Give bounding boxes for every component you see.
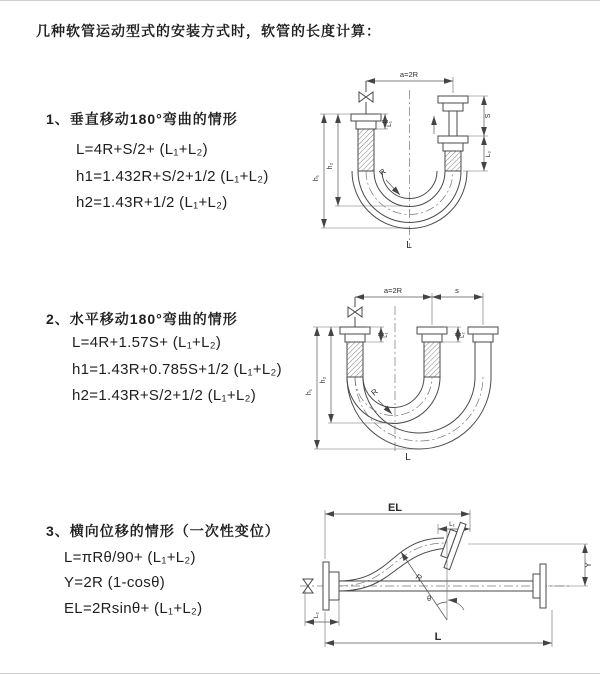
label-h2: h₂ bbox=[320, 376, 327, 384]
formula-line: EL=2Rsinθ+ (L₁+L₂) bbox=[64, 600, 203, 617]
right-flange bbox=[533, 564, 546, 608]
label-h2: h₂ bbox=[327, 162, 334, 170]
label-theta: θ bbox=[427, 594, 432, 603]
page-title: 几种软管运动型式的安装方式时，软管的长度计算： bbox=[36, 23, 381, 39]
formula-line: h1=1.43R+0.785S+1/2 (L₁+L₂) bbox=[72, 361, 282, 378]
label-h1: h₁ bbox=[306, 388, 313, 396]
formula-line: Y=2R (1-cosθ) bbox=[64, 574, 166, 591]
formula-line: h2=1.43R+1/2 (L₁+L₂) bbox=[76, 194, 228, 211]
formula-line: h1=1.432R+S/2+1/2 (L₁+L₂) bbox=[76, 168, 269, 185]
dim-y bbox=[468, 544, 593, 586]
radius-callout bbox=[378, 167, 400, 195]
label-el: EL bbox=[387, 502, 403, 514]
formula-line: L=4R+1.57S+ (L₁+L₂) bbox=[72, 334, 222, 351]
formula-line: L=4R+S/2+ (L₁+L₂) bbox=[76, 141, 208, 158]
label-l-total: L bbox=[434, 631, 442, 643]
page-bottom-rule bbox=[0, 673, 600, 674]
section-3-heading: 3、横向位移的情形（一次性变位） bbox=[46, 523, 280, 539]
diagram-horizontal-180-bend bbox=[303, 280, 598, 465]
dim-l bbox=[325, 610, 552, 647]
label-s: s bbox=[455, 286, 459, 295]
label-s: S bbox=[485, 113, 492, 119]
left-flange bbox=[351, 114, 381, 129]
label-l1: L₁ bbox=[449, 521, 455, 528]
label-l-total: L bbox=[405, 452, 411, 463]
label-r: R bbox=[377, 166, 388, 178]
diagram-vertical-180-bend bbox=[308, 66, 593, 261]
label-y: Y bbox=[584, 562, 593, 568]
valve-icon bbox=[359, 81, 373, 114]
label-l2: L₂ bbox=[460, 332, 466, 338]
label-r: R bbox=[369, 386, 380, 398]
dim-a2r bbox=[366, 70, 453, 93]
diagram-lateral-displacement bbox=[298, 502, 598, 662]
label-h1: h₁ bbox=[313, 174, 320, 182]
right-hose-position bbox=[475, 342, 491, 377]
flanges bbox=[340, 327, 498, 342]
label-l1: L₁ bbox=[386, 121, 393, 127]
label-a2r: a=2R bbox=[399, 70, 419, 79]
right-pipe-two-positions bbox=[434, 96, 468, 171]
formula-line: L=πRθ/90+ (L₁+L₂) bbox=[64, 549, 196, 566]
middle-braided-hose bbox=[424, 342, 440, 377]
label-l2: L₂ bbox=[313, 611, 320, 619]
s-curve-hose bbox=[339, 538, 448, 591]
page-top-rule bbox=[0, 0, 600, 1]
left-flange bbox=[323, 562, 339, 610]
section-2-heading: 2、水平移动180°弯曲的情形 bbox=[46, 311, 238, 327]
section-1-heading: 1、垂直移动180°弯曲的情形 bbox=[46, 111, 238, 127]
valve-icon bbox=[348, 297, 362, 327]
dim-s bbox=[468, 96, 492, 136]
u-bend-hose-two-positions bbox=[347, 377, 491, 449]
label-l2: L₂ bbox=[485, 150, 492, 158]
dim-a2r bbox=[355, 286, 432, 325]
dim-s bbox=[432, 286, 483, 325]
label-r: R bbox=[413, 572, 424, 583]
label-a2r: a=2R bbox=[383, 286, 403, 295]
label-l1: L₁ bbox=[383, 332, 389, 338]
left-braided-hose bbox=[358, 129, 374, 171]
left-braided-hose bbox=[347, 342, 363, 377]
formula-line: h2=1.43R+S/2+1/2 (L₁+L₂) bbox=[72, 387, 257, 404]
label-l-total: L bbox=[406, 240, 412, 251]
